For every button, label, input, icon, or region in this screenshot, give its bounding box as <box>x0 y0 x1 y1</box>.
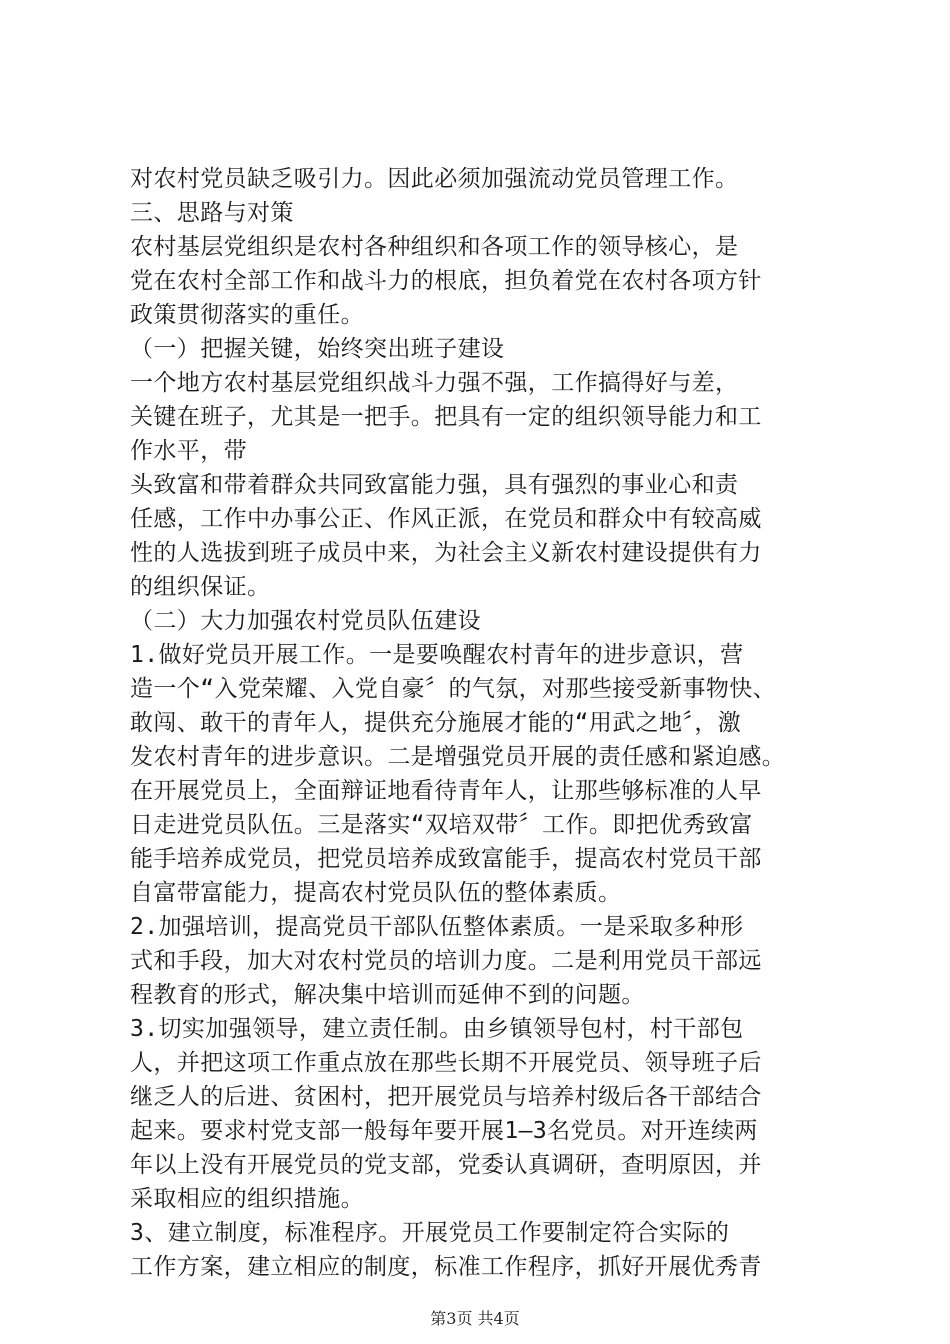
text-line: 3、建立制度，标准程序。开展党员工作要制定符合实际的 <box>130 1220 730 1246</box>
text-line: 在开展党员上，全面辩证地看待青年人，让那些够标准的人早 <box>130 778 762 804</box>
text-line: 造一个“入党荣耀、入党自豪〞的气氛，对那些接受新事物快、 <box>130 676 777 702</box>
text-line: 人，并把这项工作重点放在那些长期不开展党员、领导班子后 <box>130 1050 762 1076</box>
text-line: 程教育的形式，解决集中培训而延伸不到的问题。 <box>130 982 645 1008</box>
text-line: 2.加强培训，提高党员干部队伍整体素质。一是采取多种形 <box>130 914 744 940</box>
section-heading: 三、思路与对策 <box>130 200 294 226</box>
text-line: 政策贯彻落实的重任。 <box>130 302 364 328</box>
text-line: 年以上没有开展党员的党支部，党委认真调研，查明原因，并 <box>130 1152 762 1178</box>
text-line: 一个地方农村基层党组织战斗力强不强，工作搞得好与差， <box>130 370 739 396</box>
text-line: 党在农村全部工作和战斗力的根底，担负着党在农村各项方针 <box>130 268 762 294</box>
text-line: 起来。要求村党支部一般每年要开展1—3名党员。对开连续两 <box>130 1118 758 1144</box>
text-line: 关键在班子，尤其是一把手。把具有一定的组织领导能力和工 <box>130 404 762 430</box>
text-line: 敢闯、敢干的青年人，提供充分施展才能的“用武之地〞，激 <box>130 710 742 736</box>
subsection-heading: （一）把握关键，始终突出班子建设 <box>130 336 505 362</box>
text-line: 采取相应的组织措施。 <box>130 1186 364 1212</box>
text-line: 农村基层党组织是农村各种组织和各项工作的领导核心，是 <box>130 234 739 260</box>
text-line: 头致富和带着群众共同致富能力强，具有强烈的事业心和责 <box>130 472 739 498</box>
text-line: 3.切实加强领导，建立责任制。由乡镇领导包村，村干部包 <box>130 1016 744 1042</box>
subsection-heading: （二）大力加强农村党员队伍建设 <box>130 608 481 634</box>
text-line: 自富带富能力，提高农村党员队伍的整体素质。 <box>130 880 622 906</box>
text-line: 日走进党员队伍。三是落实“双培双带〞工作。即把优秀致富 <box>130 812 753 838</box>
text-line: 性的人选拔到班子成员中来，为社会主义新农村建设提供有力 <box>130 540 762 566</box>
text-line: 工作方案，建立相应的制度，标准工作程序，抓好开展优秀青 <box>130 1254 762 1280</box>
text-line: 发农村青年的进步意识。二是增强党员开展的责任感和紧迫感。 <box>130 744 786 770</box>
text-line: 能手培养成党员，把党员培养成致富能手，提高农村党员干部 <box>130 846 762 872</box>
text-line: 的组织保证。 <box>130 574 271 600</box>
text-line: 任感，工作中办事公正、作风正派，在党员和群众中有较高威 <box>130 506 762 532</box>
text-line: 继乏人的后进、贫困村，把开展党员与培养村级后各干部结合 <box>130 1084 762 1110</box>
text-line: 1.做好党员开展工作。一是要唤醒农村青年的进步意识，营 <box>130 642 744 668</box>
text-line: 式和手段，加大对农村党员的培训力度。二是利用党员干部远 <box>130 948 762 974</box>
page-footer: 第3页 共4页 <box>430 1309 520 1328</box>
text-line: 作水平，带 <box>130 438 247 464</box>
text-line: 对农村党员缺乏吸引力。因此必须加强流动党员管理工作。 <box>130 166 739 192</box>
